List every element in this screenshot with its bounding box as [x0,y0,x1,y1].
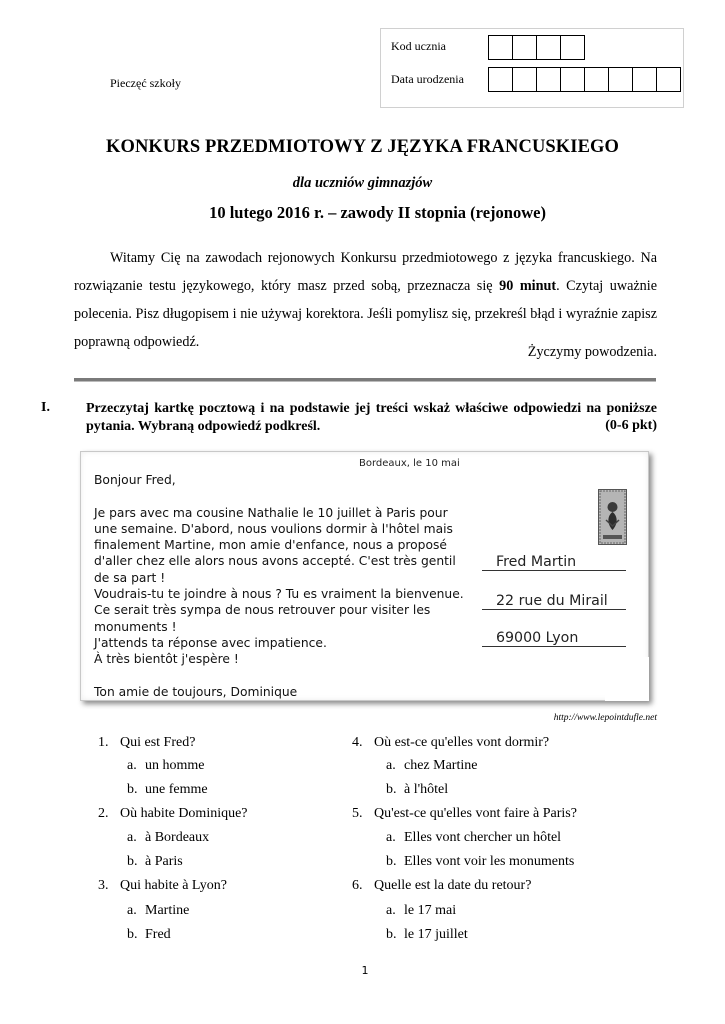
birthdate-cell[interactable] [608,67,633,92]
option-text[interactable]: à Bordeaux [145,830,210,845]
postcard-corner [605,657,649,701]
address-name: Fred Martin [482,554,626,571]
page-subtitle: dla uczniów gimnazjów [292,175,433,191]
image-source: http://www.lepointdufle.net [553,713,657,723]
postcard-message: Bonjour Fred, Je pars avec ma cousine Nathalie le 10 juillet à Paris pour une semaine. D'abord, nous voulions dormir à l'hôtel mais finalement Martine, mon amie d'enfance, nous a proposé d'aller chez elle alors nous avons accepté. C'est très gentil de sa part ! Voudrais-tu te joindre à nous ? Tu es vraiment la bienvenue. Ce serait très sympa de nous retrouver pour visiter les monuments ! J'attends ta réponse avec impatience. À très bientôt j'espère ! Ton amie de toujours, Dominique [94,473,464,699]
intro-text-1: Witamy Cię na zawodach rejonowych Konkursu przedmiotowego z języka francuskiego. Na rozwiązanie testu językowego, który masz przed sobą, przeznacza się [74,250,657,294]
question-text: Qui est Fred? [120,735,196,750]
postcard-image [80,451,649,701]
school-stamp-label: Pieczęć szkoły [110,76,181,90]
option-letter: a. [386,758,396,773]
question-number: 4. [352,735,363,750]
option-letter: b. [386,782,397,797]
option-text[interactable]: Elles vont chercher un hôtel [404,830,562,845]
birthdate-label: Data urodzenia [391,72,464,86]
intro-time: 90 minut [499,278,557,294]
option-letter: a. [127,758,137,773]
intro-paragraph [74,244,657,356]
student-code-cell[interactable] [488,35,513,60]
student-code-cell[interactable] [512,35,537,60]
student-info-box [380,28,684,108]
question-number: 5. [352,806,363,821]
birthdate-cell[interactable] [512,67,537,92]
option-letter: b. [127,927,138,942]
intro-text-2: . Czytaj uważnie polecenia. Pisz długopisem i nie używaj korektora. Jeśli pomylisz się, przekreśl błąd i wyraźnie zapisz poprawną odpowiedź. [74,278,658,350]
birthdate-cell[interactable] [584,67,609,92]
option-text[interactable]: Elles vont voir les monuments [404,854,575,869]
option-text[interactable]: Martine [145,903,190,918]
student-code-cell[interactable] [560,35,585,60]
student-code-label: Kod ucznia [391,39,446,53]
option-text[interactable]: à l'hôtel [404,782,449,797]
option-letter: a. [127,903,137,918]
birthdate-cell[interactable] [488,67,513,92]
question-text: Où habite Dominique? [120,806,248,821]
student-code-cells [488,35,585,60]
option-text[interactable]: chez Martine [404,758,478,773]
address-city: 69000 Lyon [482,630,626,647]
birthdate-cell[interactable] [656,67,681,92]
option-letter: b. [386,854,397,869]
birthdate-cells [488,67,681,92]
question-number: 1. [98,735,109,750]
option-text[interactable]: Fred [145,927,171,942]
contest-date: 10 lutego 2016 r. – zawody II stopnia (rejonowe) [209,203,546,222]
option-text[interactable]: une femme [145,782,208,797]
good-luck-text: Życzymy powodzenia. [527,344,657,360]
option-letter: a. [386,903,396,918]
birthdate-cell[interactable] [560,67,585,92]
student-code-cell[interactable] [536,35,561,60]
postage-stamp-icon [598,489,627,545]
address-street: 22 rue du Mirail [482,593,626,610]
question-text: Qu'est-ce qu'elles vont faire à Paris? [374,806,577,821]
section-number: I. [41,400,50,415]
postcard-place-date: Bordeaux, le 10 mai [359,458,460,469]
question-text: Qui habite à Lyon? [120,878,227,893]
divider [74,378,656,382]
question-text: Quelle est la date du retour? [374,878,532,893]
question-number: 3. [98,878,109,893]
option-text[interactable]: le 17 mai [404,903,457,918]
birthdate-cell[interactable] [632,67,657,92]
question-number: 6. [352,878,363,893]
question-text: Où est-ce qu'elles vont dormir? [374,735,550,750]
option-letter: b. [127,782,138,797]
option-letter: a. [386,830,396,845]
birthdate-cell[interactable] [536,67,561,92]
page-number: 1 [361,964,369,977]
section-instruction: Przeczytaj kartkę pocztową i na podstawie jej treści wskaż właściwe odpowiedzi na poniższe pytania. Wybraną odpowiedź podkreśl. [86,401,657,434]
question-number: 2. [98,806,109,821]
option-text[interactable]: à Paris [145,854,183,869]
option-letter: b. [386,927,397,942]
section-points: (0-6 pkt) [605,418,657,433]
option-letter: b. [127,854,138,869]
page-title: KONKURS PRZEDMIOTOWY Z JĘZYKA FRANCUSKIEGO [105,137,619,157]
option-text[interactable]: le 17 juillet [404,927,468,942]
option-letter: a. [127,830,137,845]
option-text[interactable]: un homme [145,758,205,773]
